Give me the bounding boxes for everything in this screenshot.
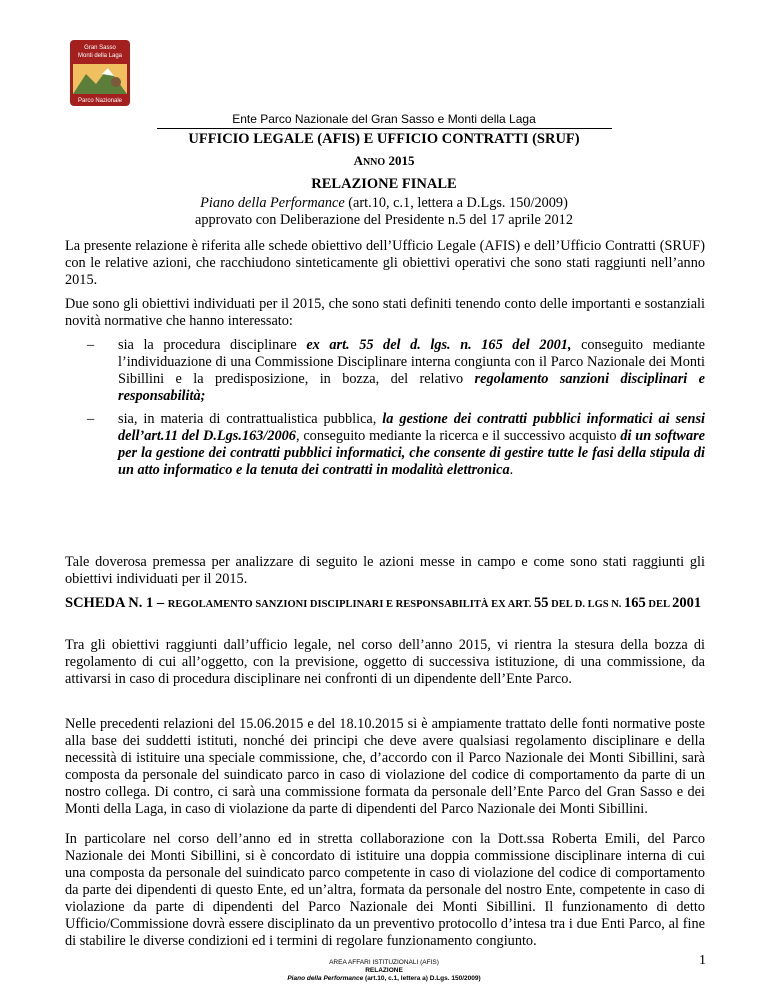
page-footer: AREA AFFARI ISTITUZIONALI (AFIS) RELAZIONE Piano della Performance (art.10, c.1, lettera a) D.Lgs. 150/2009) bbox=[287, 959, 481, 982]
office-title: UFFICIO LEGALE (AFIS) E UFFICIO CONTRATTI (SRUF) bbox=[188, 131, 580, 147]
year-prefix: A bbox=[353, 153, 363, 168]
objectives-list bbox=[65, 337, 705, 485]
institution-header: Ente Parco Nazionale del Gran Sasso e Monti della Laga bbox=[232, 112, 536, 126]
intro-paragraph: La presente relazione è riferita alle schede obiettivo dell’Ufficio Legale (AFIS) e dell’Ufficio Contratti (SRUF) con le relative azioni, che racchiudono sinteticamente gli obiettivi operativi che sono stati raggiunti nell’anno 2015. bbox=[65, 238, 705, 288]
objective-item: – sia la procedura disciplinare ex art. 55 del d. lgs. n. 165 del 2001, conseguito mediante l’individuazione di una Commissione Disciplinare interna congiunta con il Parco Nazionale dei Monti Sibillini e la predisposizione, in bozza, del relativo regolamento sanzioni disciplinari e responsabilità; bbox=[87, 337, 706, 404]
body-paragraph: In particolare nel corso dell’anno ed in stretta collaborazione con la Dott.ssa Roberta Emili, del Parco Nazionale dei Monti Sibillini, si è concordato di istituire una doppia commissione disciplinare interna di cui una composta da personale del suindicato parco competente in caso di violazione del codice di comportamento da parte dei dipendenti di questo Ente, ed un’altra, formata da personale del nostro Ente, competente in caso di violazione da parte di dipendenti del Parco Nazionale dei Monti Sibillini. Il funzionamento di detto Ufficio/Commissione dovrà essere disciplinato da un preventivo protocollo d’intesa tra i due Enti Parco, al fine di stabilire le diverse condizioni ed i termini di regolare funzionamento congiunto. bbox=[65, 831, 705, 949]
objective-item: – sia, in materia di contrattualistica pubblica, la gestione dei contratti pubblici informatici ai sensi dell’art.11 del D.Lgs.163/2006, conseguito mediante la ricerca e il successivo acquisto di un software per la gestione dei contratti pubblici informatici, che consente di gestire tutte le fasi della stipula di un atto informatico e la tenuta dei contratti in modalità elettronica. bbox=[87, 411, 706, 478]
plan-rest: (art.10, c.1, lettera a D.Lgs. 150/2009) bbox=[344, 195, 568, 211]
body-paragraph: Nelle precedenti relazioni del 15.06.2015 e del 18.10.2015 si è ampiamente trattato delle fonti normative poste alla base dei suddetti istituti, nonché dei principi che deve avere qualsiasi regolamento disciplinare e della necessità di istituire una speciale commissione, che, d’accordo con il Parco Nazionale dei Monti Sibillini, sarà composta da personale del suindicato parco in caso di violazione del codice di comportamento da parte di un nostro collega. Di contro, ci sarà una commissione formata da personale dell’Ente Parco del Gran Sasso e dei Monti della Laga, in caso di violazione da parte di dipendenti del Parco Nazionale dei Monti Sibillini. bbox=[65, 716, 705, 817]
logo-text-1: Gran Sasso bbox=[84, 45, 116, 51]
approval-line: approvato con Deliberazione del Presidente n.5 del 17 aprile 2012 bbox=[195, 212, 573, 228]
plan-subtitle bbox=[0, 195, 768, 229]
scheda-heading: SCHEDA N. 1 – REGOLAMENTO SANZIONI DISCIPLINARI E RESPONSABILITÀ EX ART. 55 DEL D. LGS N. 165 DEL 2001 bbox=[65, 595, 702, 611]
year-number: 2015 bbox=[388, 153, 415, 168]
page-number: 1 bbox=[699, 953, 706, 968]
plan-italic: Piano della Performance bbox=[200, 195, 345, 211]
year-small: NNO bbox=[362, 157, 386, 168]
year-title bbox=[0, 153, 768, 169]
logo-text-2: Monti della Laga bbox=[77, 53, 123, 59]
objectives-intro: Due sono gli obiettivi individuati per il 2015, che sono stati definiti tenendo conto delle importanti e sostanziali novità normative che hanno interessato: bbox=[65, 296, 705, 329]
header-rule bbox=[157, 128, 612, 129]
dash-bullet: – bbox=[87, 337, 95, 353]
report-title: RELAZIONE FINALE bbox=[311, 176, 457, 192]
dash-bullet: – bbox=[87, 411, 95, 427]
premise-paragraph: Tale doverosa premessa per analizzare di seguito le azioni messe in campo e come sono stati raggiunti gli obiettivi individuati per il 2015. bbox=[65, 554, 705, 587]
park-logo bbox=[70, 40, 130, 106]
body-paragraph: Tra gli obiettivi raggiunti dall’ufficio legale, nel corso dell’anno 2015, vi rientra la stesura della bozza di regolamento di cui all’oggetto, con la previsione, oggetto di successiva istituzione, di una commissione, da attivarsi in caso di procedura disciplinare nei confronti di un dipendente dell’Ente Parco. bbox=[65, 637, 705, 687]
logo-text-3: Parco Nazionale bbox=[77, 98, 123, 104]
